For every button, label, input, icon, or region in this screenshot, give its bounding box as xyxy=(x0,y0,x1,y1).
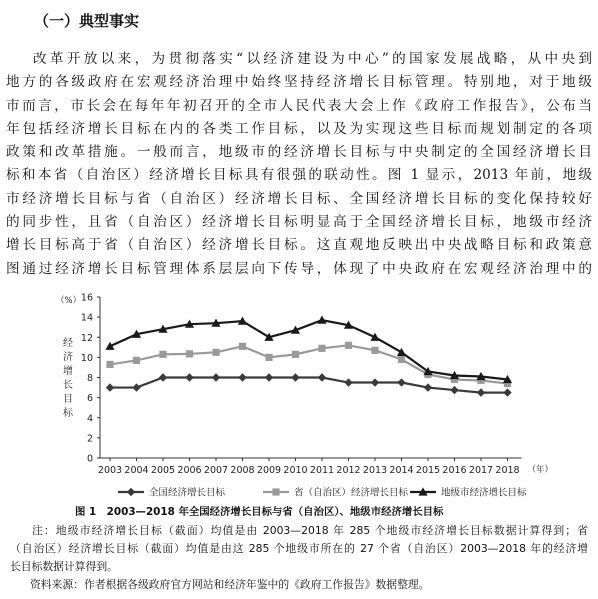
y-tick-label: 8 xyxy=(86,373,93,384)
series-line-3 xyxy=(110,320,508,379)
note-line: 长目标数据计算得到。 xyxy=(10,560,118,573)
note-line: 注：地级市经济增长目标（截面）均值是由 2003—2018 年 285 个地级市经济增长目标数据计算得到；省 xyxy=(32,524,588,537)
data-point-series-2 xyxy=(133,357,140,364)
data-point-series-2 xyxy=(318,345,325,352)
y-axis-label-char: 增 xyxy=(63,366,73,377)
paragraph-line: 市经济增长目标与省（自治区）经济增长目标、全国经济增长目标的变化保持较好 xyxy=(6,190,592,207)
x-tick-label: 2003 xyxy=(97,465,123,476)
y-axis-label-char: 经 xyxy=(63,338,73,349)
note-line: （自治区）经济增长目标（截面）均值是由这 285 个地级市所在的 27 个省（自治区）2003—2018 年的经济增 xyxy=(10,542,588,555)
paragraph-line: 政策和改革措施。一般而言，地级市的经济增长目标与中央制定的全国经济增长目 xyxy=(6,144,592,161)
y-axis-label-char: 长 xyxy=(63,380,73,391)
data-point-series-3 xyxy=(397,348,406,356)
y-tick-label: 16 xyxy=(80,292,93,304)
paragraph-line: 增长目标高于省（自治区）经济增长目标。这直观地反映出中央战略目标和政策意 xyxy=(6,237,592,254)
y-tick-label: 12 xyxy=(80,332,93,344)
data-source-note: 资料来源：作者根据各级政府官方网站和经济年鉴中的《政府工作报告》数据整理。 xyxy=(30,578,430,591)
data-point-series-1 xyxy=(291,373,299,381)
data-point-series-1 xyxy=(344,378,352,386)
legend-label-3: 地级市经济增长目标 xyxy=(441,487,527,499)
data-point-series-1 xyxy=(503,388,511,396)
y-axis-label-char: 标 xyxy=(63,408,73,419)
x-tick-label: 2013 xyxy=(362,465,388,476)
paragraph-line: 的同步性，且省（自治区）经济增长目标明显高于全国经济增长目标，地级市经济 xyxy=(6,214,592,231)
x-tick-label: 2005 xyxy=(150,465,176,476)
legend-marker-2 xyxy=(272,488,279,495)
y-tick-label: 0 xyxy=(86,453,93,465)
y-tick-label: 6 xyxy=(86,393,93,405)
x-tick-label: 2009 xyxy=(256,465,282,476)
y-axis-label-char: 济 xyxy=(63,352,73,363)
data-point-series-1 xyxy=(106,383,114,391)
data-point-series-2 xyxy=(212,349,219,356)
data-point-series-1 xyxy=(212,373,220,381)
data-point-series-1 xyxy=(424,383,432,391)
legend-label-2: 省（自治区）经济增长目标 xyxy=(294,487,409,499)
y-axis-label-char: 目 xyxy=(63,394,73,405)
paragraph-line: 改革开放以来，为贯彻落实“以经济建设为中心”的国家发展战略，从中央到 xyxy=(33,51,592,67)
section-heading: （一）典型事实 xyxy=(34,12,140,30)
x-tick-label: 2008 xyxy=(230,465,255,476)
data-point-series-1 xyxy=(477,388,485,396)
body-paragraph xyxy=(6,48,592,281)
legend-marker-1 xyxy=(127,488,135,496)
data-point-series-2 xyxy=(159,351,166,358)
data-point-series-1 xyxy=(397,378,405,386)
x-tick-label: 2012 xyxy=(336,465,361,476)
data-point-series-1 xyxy=(159,373,167,381)
data-point-series-2 xyxy=(265,354,272,361)
x-tick-label: 2011 xyxy=(309,465,335,476)
data-point-series-1 xyxy=(132,383,140,391)
y-tick-label: 4 xyxy=(86,413,93,425)
data-point-series-1 xyxy=(185,373,193,381)
x-tick-label: 2014 xyxy=(389,465,414,476)
data-point-series-1 xyxy=(318,373,326,381)
y-axis-unit: （%） xyxy=(56,296,82,306)
data-point-series-2 xyxy=(106,361,113,368)
data-point-series-2 xyxy=(345,342,352,349)
x-axis-unit: （年） xyxy=(527,465,554,475)
series-line-1 xyxy=(110,378,508,393)
x-tick-label: 2007 xyxy=(203,465,229,476)
data-point-series-1 xyxy=(450,386,458,394)
data-point-series-2 xyxy=(292,351,299,358)
data-point-series-1 xyxy=(238,373,246,381)
paragraph-line: 市而言，市长会在每年年初召开的全市人民代表大会上作《政府工作报告》，公布当 xyxy=(6,97,592,114)
data-point-series-2 xyxy=(239,343,246,350)
figure-caption: 图 1 2003—2018 年全国经济增长目标与省（自治区）、地级市经济增长目标 xyxy=(75,506,444,518)
y-tick-label: 2 xyxy=(86,433,93,445)
data-point-series-2 xyxy=(186,350,193,357)
data-point-series-2 xyxy=(371,347,378,354)
growth-target-line-chart xyxy=(0,280,598,502)
x-tick-label: 2004 xyxy=(124,465,149,476)
paragraph-line: 地方的各级政府在宏观经济治理中始终坚持经济增长目标管理。特别地，对于地级 xyxy=(6,74,592,91)
y-tick-label: 14 xyxy=(80,312,93,324)
y-tick-label: 10 xyxy=(80,352,93,364)
data-point-series-2 xyxy=(398,356,405,363)
x-tick-label: 2010 xyxy=(283,465,308,476)
x-tick-label: 2015 xyxy=(415,465,441,476)
data-point-series-1 xyxy=(265,373,273,381)
x-tick-label: 2006 xyxy=(177,465,202,476)
x-tick-label: 2016 xyxy=(442,465,467,476)
paragraph-line: 图通过经济增长目标管理体系层层向下传导，体现了中央政府在宏观经济治理中的 xyxy=(6,260,592,277)
paragraph-line: 年包括经济增长目标在内的各类工作目标，以及为实现这些目标而规划制定的各项 xyxy=(6,120,592,137)
legend-label-1: 全国经济增长目标 xyxy=(149,487,226,499)
data-point-series-1 xyxy=(371,378,379,386)
x-tick-label: 2018 xyxy=(495,465,520,476)
paragraph-line: 标和本省（自治区）经济增长目标具有很强的联动性。图 1 显示，2013 年前，地级 xyxy=(6,167,592,184)
x-tick-label: 2017 xyxy=(468,465,494,476)
